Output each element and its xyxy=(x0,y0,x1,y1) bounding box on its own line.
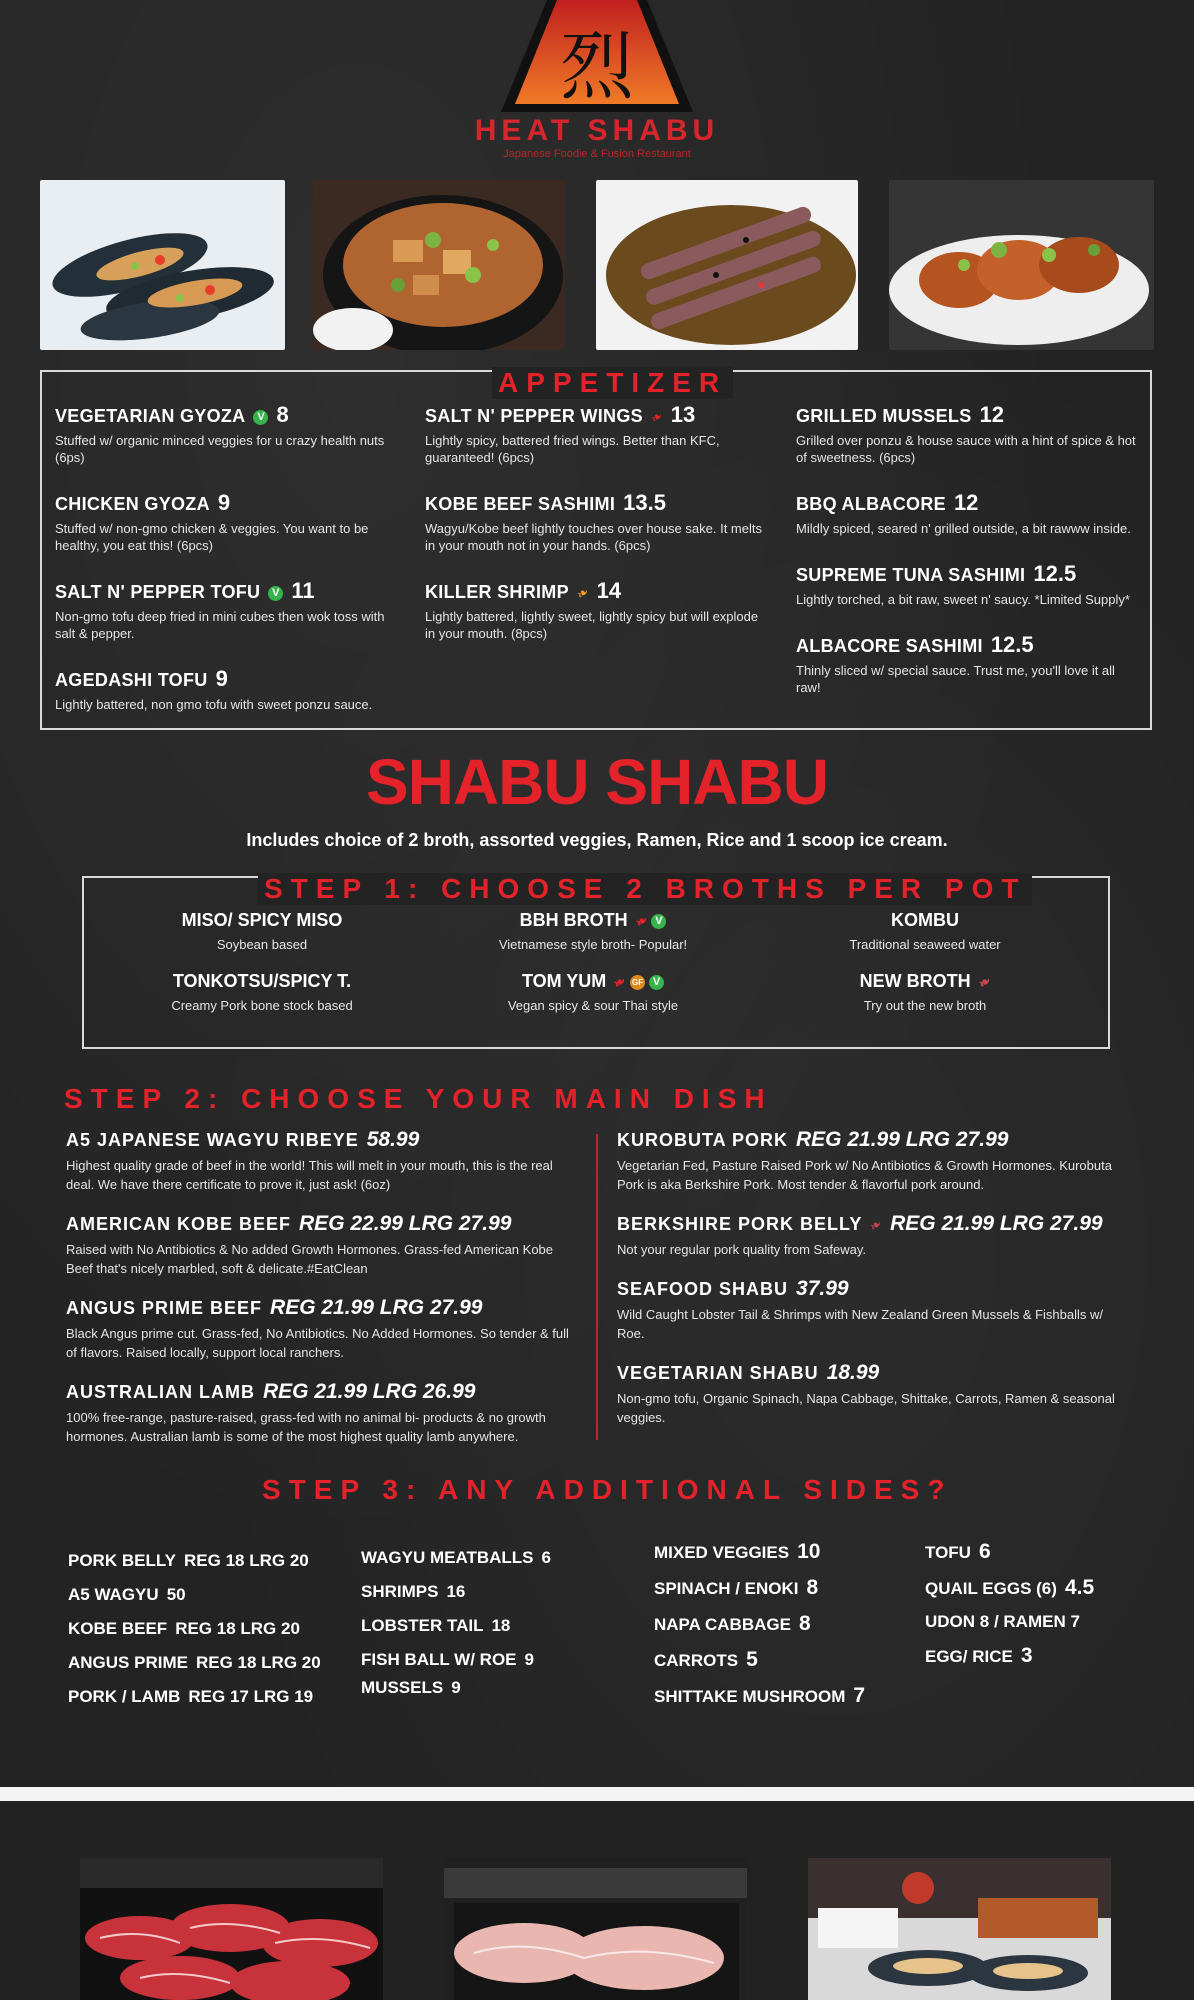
item-desc: Lightly battered, lightly sweet, lightly spicy but will explode in your mouth. (8pcs) xyxy=(425,609,759,641)
side-name: MIXED VEGGIES xyxy=(654,1543,790,1562)
item-price: 8 xyxy=(276,402,289,427)
chili-icon: ❧ xyxy=(631,910,651,931)
item-name: SUPREME TUNA SASHIMI xyxy=(796,565,1026,585)
side-name: UDON 8 / RAMEN 7 xyxy=(925,1612,1080,1631)
veg-icon: V xyxy=(253,410,268,425)
item-desc: Not your regular pork quality from Safeway. xyxy=(617,1242,867,1257)
sides-column-3 xyxy=(654,1540,904,1708)
side-item xyxy=(925,1576,1155,1600)
broth-item xyxy=(775,910,1075,952)
veg-icon: V xyxy=(651,914,666,929)
veg-icon: V xyxy=(649,975,664,990)
item-desc: Thinly sliced w/ special sauce. Trust me, you'll love it all raw! xyxy=(796,663,1115,695)
item-price: 11 xyxy=(291,578,315,603)
chili-outline-icon: ❧ xyxy=(974,971,994,992)
side-name: PORK / LAMB xyxy=(68,1687,181,1706)
broth-name: BBH BROTH xyxy=(519,910,628,930)
side-price: 16 xyxy=(446,1582,466,1601)
side-price: REG 18 LRG 20 xyxy=(184,1551,309,1570)
logo-triangle-icon xyxy=(497,0,697,118)
side-price: 9 xyxy=(451,1678,461,1697)
item-name: SEAFOOD SHABU xyxy=(617,1279,789,1299)
item-name: KOBE BEEF SASHIMI xyxy=(425,494,616,514)
side-price: REG 17 LRG 19 xyxy=(188,1687,314,1706)
side-name: SPINACH / ENOKI xyxy=(654,1579,799,1598)
broth-name: KOMBU xyxy=(891,910,959,930)
item-price: 12 xyxy=(953,490,979,515)
side-name: MUSSELS xyxy=(361,1678,444,1697)
item-price: 37.99 xyxy=(796,1277,849,1300)
main-dish-left xyxy=(66,1128,576,1464)
logo-glyph: 烈 xyxy=(560,24,634,110)
item-name: AGEDASHI TOFU xyxy=(55,670,208,690)
side-name: A5 WAGYU xyxy=(68,1585,159,1604)
broth-item xyxy=(112,910,412,952)
side-item xyxy=(361,1582,601,1602)
step2-title: STEP 2: CHOOSE YOUR MAIN DISH xyxy=(64,1083,773,1114)
side-item xyxy=(925,1540,1155,1564)
broth-item xyxy=(112,971,412,1013)
menu-item xyxy=(425,578,765,642)
wings-photo xyxy=(889,180,1154,350)
marbled-beef-photo xyxy=(80,1858,383,2000)
broth-item xyxy=(443,971,743,1013)
menu-item xyxy=(796,632,1136,696)
side-price: 50 xyxy=(166,1585,186,1604)
appetizer-column-3 xyxy=(796,402,1136,714)
item-desc: Raised with No Antibiotics & No added Growth Hormones. Grass-fed American Kobe Beef that's nicely marbled, soft & delicate.#EatClean xyxy=(66,1242,554,1276)
main-dish-item xyxy=(66,1296,576,1362)
side-price: 8 xyxy=(798,1612,811,1635)
item-desc: Highest quality grade of beef in the world! This will melt in your mouth, this is the real deal. We have there certificate to prove it, just ask! (6oz) xyxy=(66,1158,553,1192)
restaurant-logo xyxy=(462,0,732,170)
main-dish-item xyxy=(617,1128,1117,1194)
item-desc: Wagyu/Kobe beef lightly touches over house sake. It melts in your mouth not in your hands. (6pcs) xyxy=(425,521,762,553)
item-price: 12 xyxy=(979,402,1004,427)
side-name: LOBSTER TAIL xyxy=(361,1616,484,1635)
item-name: BERKSHIRE PORK BELLY xyxy=(617,1214,863,1234)
side-price: 6 xyxy=(978,1540,991,1563)
item-desc: 100% free-range, pasture-raised, grass-fed with no animal bi- products & no growth hormones. Australian lamb is some of the most highest quality lamb anywhere. xyxy=(66,1410,546,1444)
side-name: EGG/ RICE xyxy=(925,1647,1013,1666)
side-price: REG 18 LRG 20 xyxy=(175,1619,300,1638)
broth-name: TOM YUM xyxy=(521,971,607,991)
item-desc: Non-gmo tofu deep fried in mini cubes then wok toss with salt & pepper. xyxy=(55,609,385,641)
item-price: 18.99 xyxy=(826,1361,880,1384)
appetizer-column-1 xyxy=(55,402,395,731)
item-name: SALT N' PEPPER TOFU xyxy=(55,582,261,602)
item-name: KILLER SHRIMP xyxy=(425,582,569,602)
item-price: 9 xyxy=(217,490,231,515)
item-price: 9 xyxy=(215,666,228,691)
menu-item xyxy=(55,490,395,554)
menu-item xyxy=(425,490,765,554)
sliced-meat-photo xyxy=(444,1858,747,2000)
item-name: KUROBUTA PORK xyxy=(617,1130,788,1150)
menu-item xyxy=(55,666,395,713)
side-price: 8 xyxy=(806,1576,819,1599)
item-desc: Lightly spicy, battered fried wings. Better than KFC, guaranteed! (6pcs) xyxy=(425,433,720,465)
item-price: REG 22.99 LRG 27.99 xyxy=(299,1212,512,1235)
item-price: REG 21.99 LRG 27.99 xyxy=(270,1296,483,1319)
side-price: 4.5 xyxy=(1064,1576,1095,1599)
broth-name: TONKOTSU/SPICY T. xyxy=(172,971,352,991)
gluten-free-icon: GF xyxy=(630,975,645,990)
side-name: WAGYU MEATBALLS xyxy=(361,1548,534,1567)
side-price: 10 xyxy=(797,1540,821,1563)
step1-title: STEP 1: CHOOSE 2 BROTHS PER POT xyxy=(258,873,1032,905)
main-dish-item xyxy=(617,1361,1117,1427)
step3-title: STEP 3: ANY ADDITIONAL SIDES? xyxy=(262,1474,953,1505)
item-price: 13 xyxy=(670,402,696,427)
sides-column-1 xyxy=(68,1551,338,1707)
side-name: SHRIMPS xyxy=(361,1582,439,1601)
item-price: REG 21.99 LRG 26.99 xyxy=(262,1380,476,1403)
menu-item xyxy=(796,490,1136,537)
broth-name: MISO/ SPICY MISO xyxy=(181,910,343,930)
side-item xyxy=(654,1612,904,1636)
side-name: QUAIL EGGS (6) xyxy=(925,1579,1057,1598)
item-desc: Vegetarian Fed, Pasture Raised Pork w/ No Antibiotics & Growth Hormones. Kurobuta Pork is aka Berkshire Pork. Most tender & flavorful pork around. xyxy=(617,1158,1112,1192)
broth-desc: Try out the new broth xyxy=(863,998,987,1013)
side-item xyxy=(68,1585,338,1605)
chili-orange-icon: ❧ xyxy=(573,583,592,604)
side-price: 6 xyxy=(541,1548,551,1567)
side-name: NAPA CABBAGE xyxy=(654,1615,791,1634)
broth-name: NEW BROTH xyxy=(859,971,971,991)
item-desc: Wild Caught Lobster Tail & Shrimps with New Zealand Green Mussels & Fishballs w/ Roe. xyxy=(617,1307,1104,1341)
side-name: SHITTAKE MUSHROOM xyxy=(654,1687,846,1706)
item-name: A5 JAPANESE WAGYU RIBEYE xyxy=(66,1130,359,1150)
shabu-title: SHABU SHABU xyxy=(366,746,828,818)
side-name: TOFU xyxy=(925,1543,971,1562)
broth-desc: Vegan spicy & sour Thai style xyxy=(507,998,679,1013)
beef-sashimi-photo xyxy=(596,180,858,350)
restaurant-name: HEAT SHABU xyxy=(474,114,720,147)
side-item xyxy=(68,1619,338,1639)
restaurant-tagline: Japanese Foodie & Fusion Restaurant xyxy=(503,148,691,160)
main-dish-item xyxy=(617,1212,1117,1259)
appetizer-title: APPETIZER xyxy=(492,367,733,399)
side-item xyxy=(361,1616,601,1636)
item-desc: Grilled over ponzu & house sauce with a hint of spice & hot of sweetness. (6pcs) xyxy=(796,433,1136,465)
item-name: BBQ ALBACORE xyxy=(796,494,946,514)
page-divider xyxy=(0,1787,1194,1801)
item-name: GRILLED MUSSELS xyxy=(796,406,972,426)
side-price: REG 18 LRG 20 xyxy=(195,1653,321,1672)
side-price: 9 xyxy=(524,1650,534,1669)
side-item xyxy=(68,1687,338,1707)
side-price: 3 xyxy=(1020,1644,1033,1667)
item-name: ANGUS PRIME BEEF xyxy=(66,1298,263,1318)
side-item xyxy=(654,1576,904,1600)
main-dish-item xyxy=(66,1212,576,1278)
item-desc: Stuffed w/ non-gmo chicken & veggies. You want to be healthy, you eat this! (6pcs) xyxy=(55,521,369,553)
side-price: 18 xyxy=(491,1616,511,1635)
sides-column-4 xyxy=(925,1540,1155,1668)
sides-column-2 xyxy=(361,1548,601,1698)
item-desc: Lightly torched, a bit raw, sweet n' saucy. *Limited Supply* xyxy=(796,592,1130,607)
menu-item xyxy=(55,578,395,642)
item-desc: Non-gmo tofu, Organic Spinach, Napa Cabbage, Shittake, Carrots, Ramen & seasonal veggies. xyxy=(617,1391,1115,1425)
side-item xyxy=(361,1548,601,1568)
side-name: ANGUS PRIME xyxy=(68,1653,188,1672)
side-item xyxy=(361,1678,601,1698)
side-item xyxy=(925,1644,1155,1668)
broth-desc: Creamy Pork bone stock based xyxy=(171,998,353,1013)
item-name: VEGETARIAN SHABU xyxy=(617,1363,819,1383)
item-desc: Lightly battered, non gmo tofu with sweet ponzu sauce. xyxy=(55,697,373,712)
side-item xyxy=(654,1684,904,1708)
side-name: CARROTS xyxy=(654,1651,739,1670)
buffet-photo xyxy=(808,1858,1111,2000)
side-item xyxy=(654,1648,904,1672)
chili-outline-icon: ❧ xyxy=(866,1215,886,1236)
item-name: VEGETARIAN GYOZA xyxy=(55,406,246,426)
main-dish-item xyxy=(66,1380,576,1446)
side-name: PORK BELLY xyxy=(68,1551,177,1570)
veg-icon: V xyxy=(268,586,283,601)
side-name: FISH BALL W/ ROE xyxy=(361,1650,517,1669)
side-item xyxy=(361,1650,601,1670)
item-desc: Mildly spiced, seared n' grilled outside, a bit rawww inside. xyxy=(796,521,1131,536)
main-dish-right xyxy=(617,1128,1117,1445)
mussels-photo xyxy=(40,180,285,350)
broth-item xyxy=(775,971,1075,1013)
broth-desc: Vietnamese style broth- Popular! xyxy=(498,937,688,952)
broth-desc: Soybean based xyxy=(216,937,308,952)
side-name: KOBE BEEF xyxy=(68,1619,168,1638)
item-name: SALT N' PEPPER WINGS xyxy=(425,406,643,426)
main-dish-item xyxy=(66,1128,576,1194)
side-price: 5 xyxy=(746,1648,758,1671)
broth-item xyxy=(443,910,743,952)
item-price: 14 xyxy=(596,578,622,603)
menu-item xyxy=(55,402,395,466)
side-item xyxy=(68,1653,338,1673)
item-price: 13.5 xyxy=(623,490,666,515)
item-name: AMERICAN KOBE BEEF xyxy=(66,1214,292,1234)
menu-item xyxy=(796,402,1136,466)
tofu-bowl-photo xyxy=(313,180,565,350)
chili-icon: ❧ xyxy=(610,971,630,992)
broth-desc: Traditional seaweed water xyxy=(849,937,1001,952)
item-desc: Black Angus prime cut. Grass-fed, No Antibiotics. No Added Hormones. So tender & full of flavors. Raised locally, support local ranchers. xyxy=(66,1326,569,1360)
main-dish-item xyxy=(617,1277,1117,1343)
item-price: 58.99 xyxy=(366,1128,420,1151)
menu-item xyxy=(425,402,765,466)
side-item xyxy=(68,1551,338,1571)
shabu-subtitle: Includes choice of 2 broth, assorted veggies, Ramen, Rice and 1 scoop ice cream. xyxy=(246,830,948,850)
item-name: ALBACORE SASHIMI xyxy=(796,636,983,656)
appetizer-column-2 xyxy=(425,402,765,660)
side-item xyxy=(654,1540,904,1564)
item-price: 12.5 xyxy=(1033,561,1077,586)
menu-item xyxy=(796,561,1136,608)
item-price: REG 21.99 LRG 27.99 xyxy=(890,1212,1103,1235)
chili-icon: ❧ xyxy=(647,407,666,428)
item-desc: Stuffed w/ organic minced veggies for u crazy health nuts (6ps) xyxy=(55,433,385,465)
item-price: 12.5 xyxy=(990,632,1034,657)
column-divider xyxy=(596,1134,598,1440)
item-name: AUSTRALIAN LAMB xyxy=(66,1382,255,1402)
item-price: REG 21.99 LRG 27.99 xyxy=(796,1128,1009,1151)
side-price: 7 xyxy=(853,1684,866,1707)
item-name: CHICKEN GYOZA xyxy=(55,494,210,514)
side-item xyxy=(925,1612,1155,1632)
